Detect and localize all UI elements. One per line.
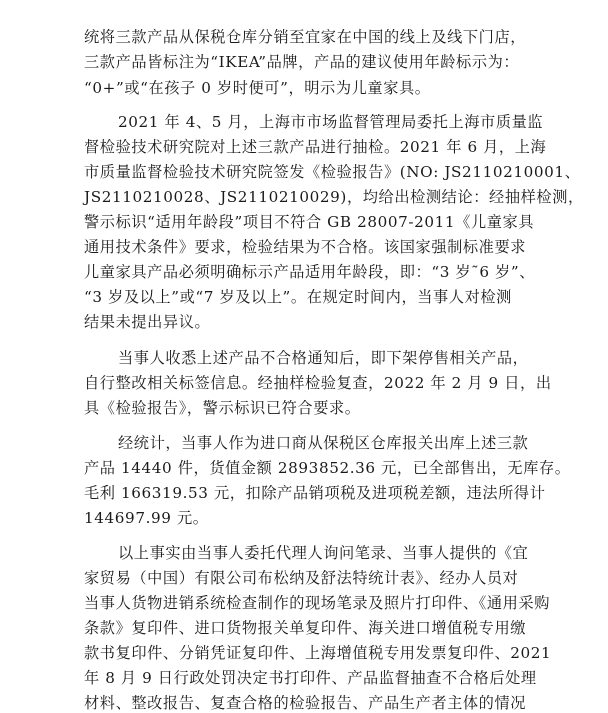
text-line: “0+”或“在孩子 0 岁时便可”，明示为儿童家具。 <box>84 79 431 97</box>
text-line: 儿童家具产品必须明确标示产品适用年龄段，即：“3 岁˜6 岁”、 <box>84 263 535 281</box>
text-line: 市质量监督检验技术研究院签发《检验报告》(NO: JS2110210001、 <box>84 163 581 181</box>
text-line: 家贸易（中国）有限公司布松纳及舒法特统计表》、经办人员对 <box>84 569 519 587</box>
text-line: 当事人货物进销系统检查制作的现场笔录及照片打印件、《通用采购 <box>84 594 551 612</box>
text-line: 144697.99 元。 <box>84 509 209 527</box>
text-line: 结果未提出异议。 <box>84 313 211 331</box>
text-line: “3 岁及以上”或“7 岁及以上”。在规定时间内，当事人对检测 <box>84 288 512 306</box>
paragraph-start-line: 经统计，当事人作为进口商从保税区仓库报关出库上述三款 <box>118 434 529 452</box>
text-line: 自行整改相关标签信息。经抽样检验复查，2022 年 2 月 9 日，出 <box>84 374 552 392</box>
paragraph-start-line: 以上事实由当事人委托代理人询问笔录、当事人提供的《宜 <box>118 544 529 562</box>
text-line: 督检验技术研究院对上述三款产品进行抽检。2021 年 6 月，上海 <box>84 138 547 156</box>
text-line: 年 8 月 9 日行政处罚决定书打印件、产品监督抽查不合格后处理 <box>84 669 537 687</box>
text-line: 统将三款产品从保税仓库分销至宜家在中国的线上及线下门店， <box>84 28 527 46</box>
text-line: 毛利 166319.53 元，扣除产品销项税及进项税差额，违法所得计 <box>84 484 546 502</box>
text-line: 材料、整改报告、复查合格的检验报告、产品生产者主体的情况 <box>84 694 527 712</box>
text-line: JS2110210028、JS2110210029)，均给出检测结论：经抽样检测， <box>84 188 584 206</box>
text-line: 通用技术条件》要求，检验结果为不合格。该国家强制标准要求 <box>84 238 527 256</box>
paragraph-start-line: 当事人收悉上述产品不合格通知后，即下架停售相关产品， <box>118 349 529 367</box>
text-line: 条款》复印件、进口货物报关单复印件、海关进口增值税专用缴 <box>84 619 527 637</box>
paragraph-start-line: 2021 年 4、5 月，上海市市场监督管理局委托上海市质量监 <box>118 113 544 131</box>
text-line: 款书复印件、分销凭证复印件、上海增值税专用发票复印件、2021 <box>84 644 552 662</box>
text-line: 具《检验报告》，警示标识已符合要求。 <box>84 399 361 417</box>
text-line: 三款产品皆标注为“IKEA”品牌，产品的建议使用年龄标示为： <box>84 53 520 71</box>
text-line: 产品 14440 件，货值金额 2893852.36 元，已全部售出，无库存。 <box>84 459 571 477</box>
text-line: 警示标识“适用年龄段”项目不符合 GB 28007-2011《儿童家具 <box>84 213 535 231</box>
